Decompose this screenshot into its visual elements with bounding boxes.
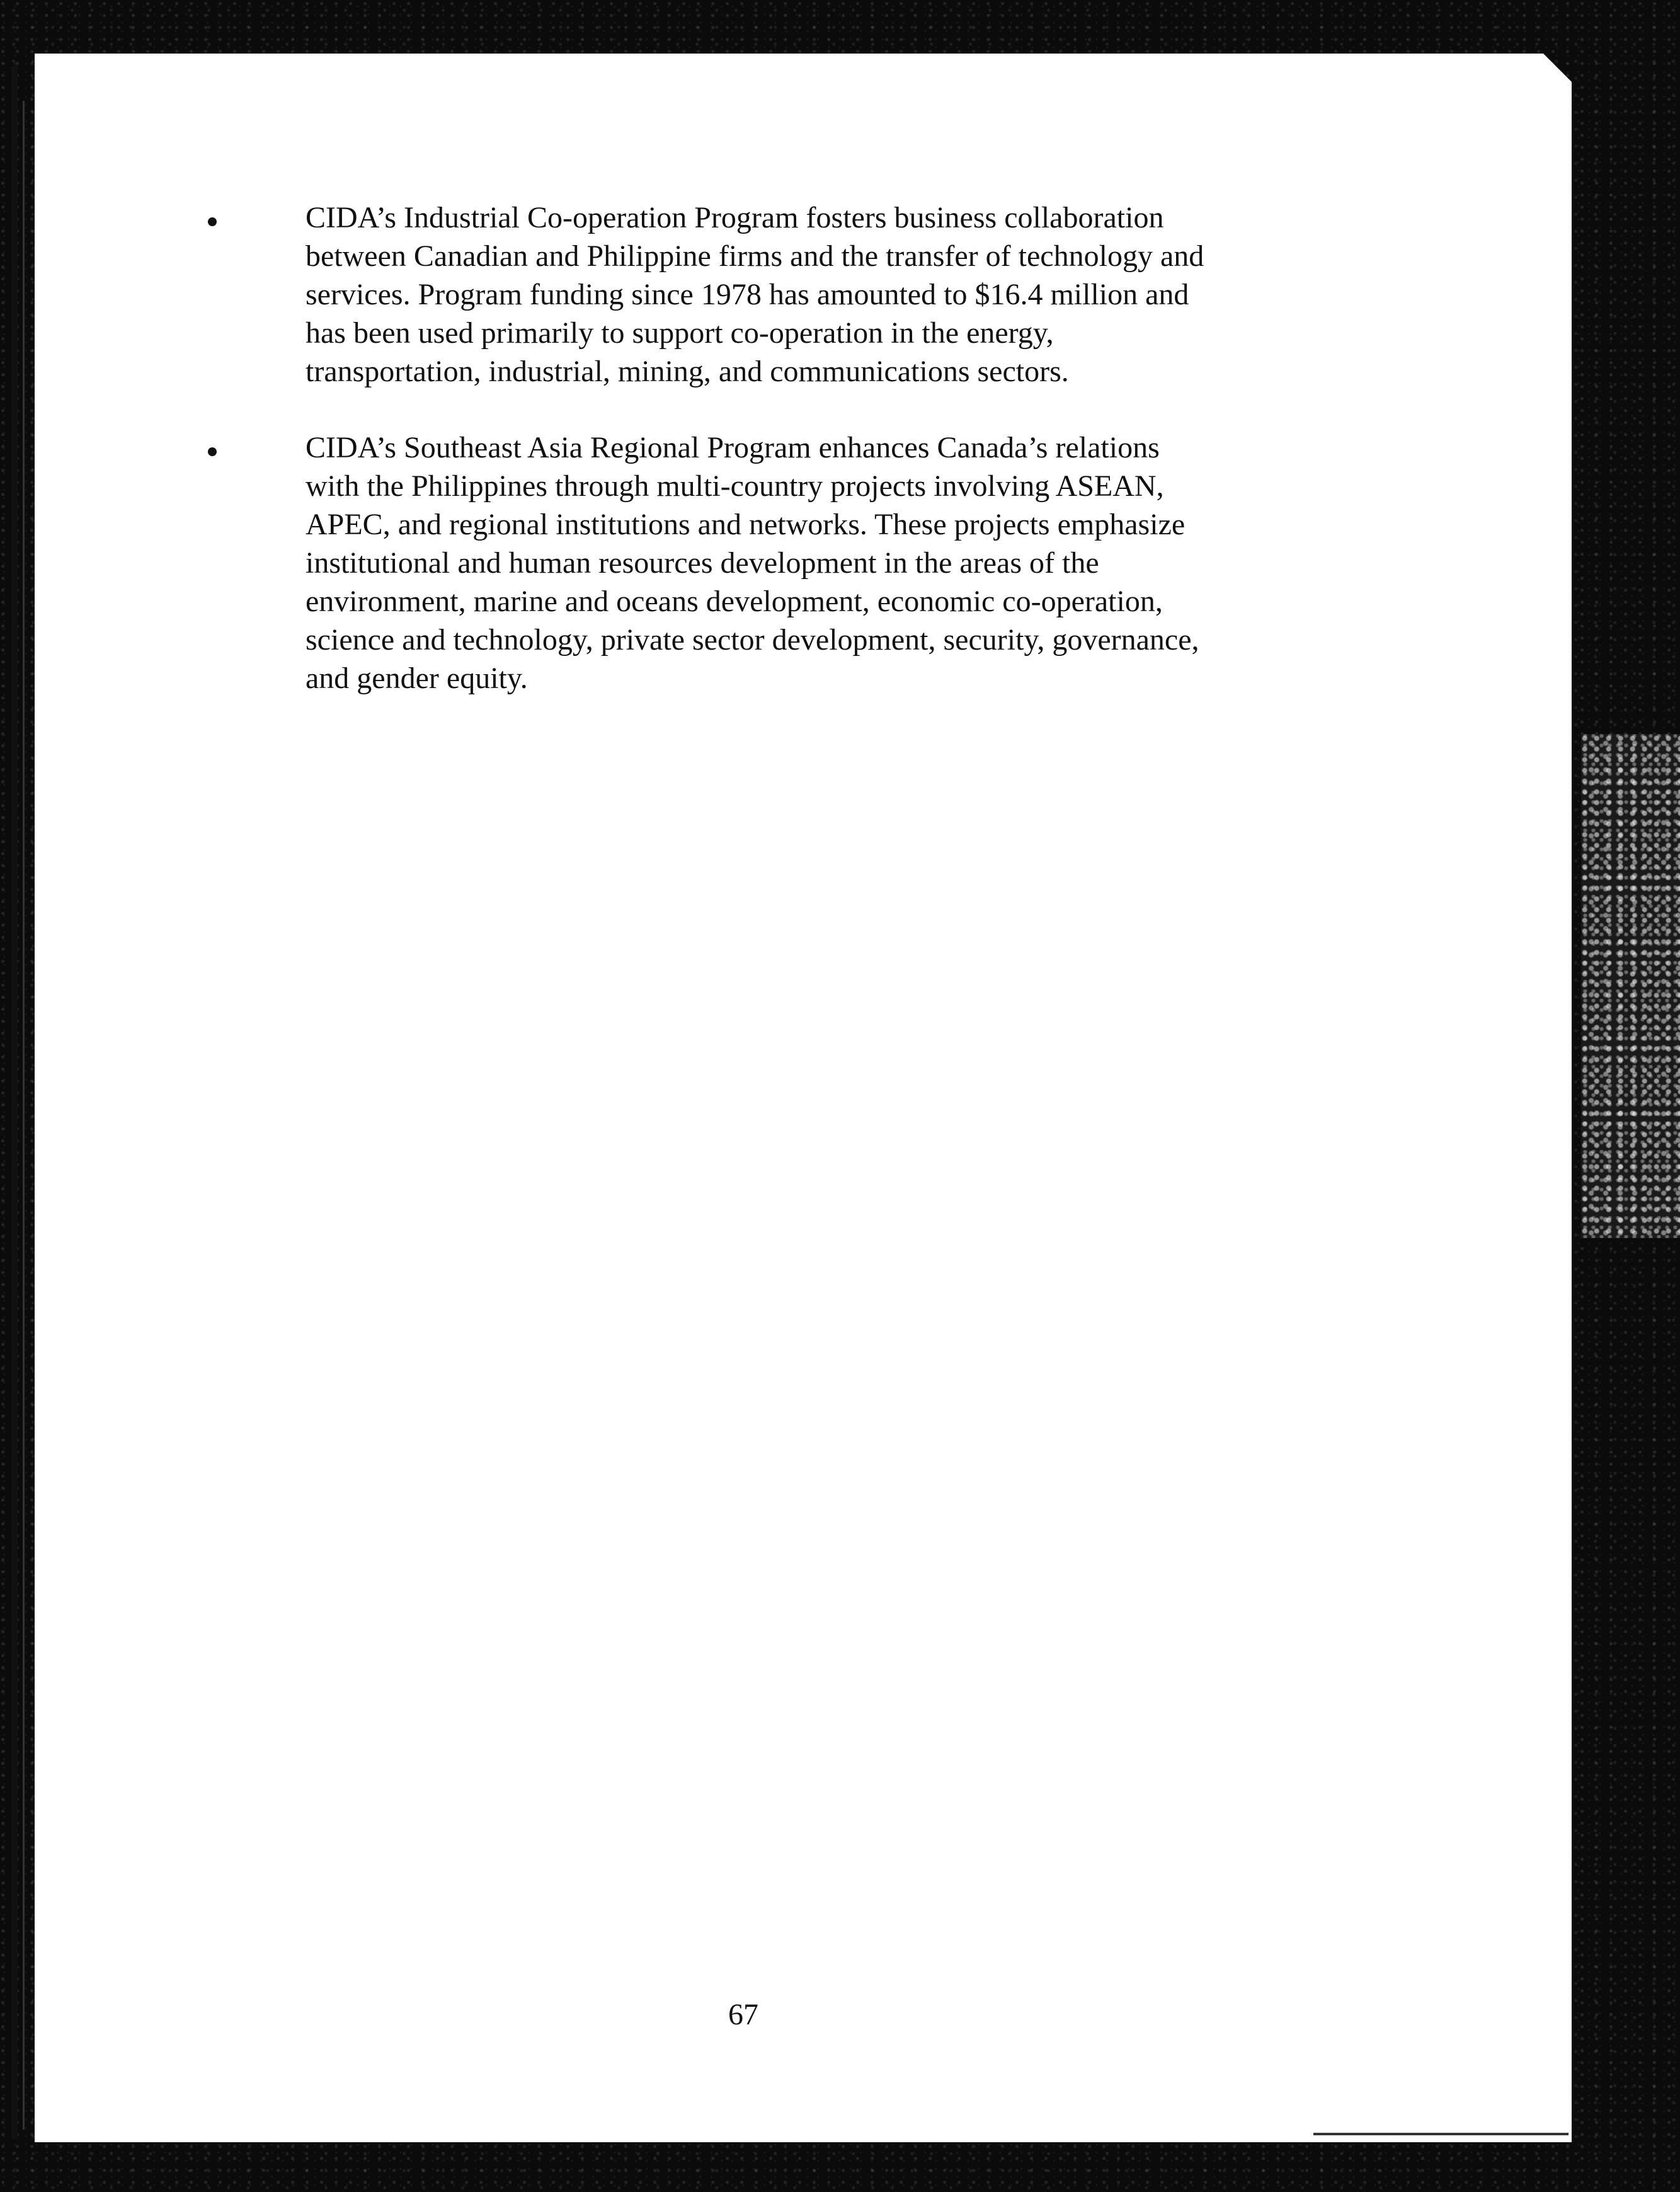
bullet-point-icon	[208, 447, 217, 456]
page-number: 67	[728, 1998, 758, 2031]
bullet-text: CIDA’s Industrial Co-operation Program fosters business collaboration between Canadian and Philippine firms and the transfer of technology and services. Program funding since 1978 has amounted to $16.4 million and has been used primarily to support co-operation in the energy, transportation, industrial, mining, and communications sectors.	[306, 201, 1204, 388]
bullet-point-icon	[208, 217, 217, 226]
bullet-text: CIDA’s Southeast Asia Regional Program enhances Canada’s relations with the Philippines through multi-country projects involving ASEAN, APEC, and regional institutions and networks. These projects emphasize institutional and human resources development in the areas of the environment, marine and oceans development, economic co-operation, science and technology, private sector development, security, governance, and gender equity.	[306, 431, 1199, 695]
